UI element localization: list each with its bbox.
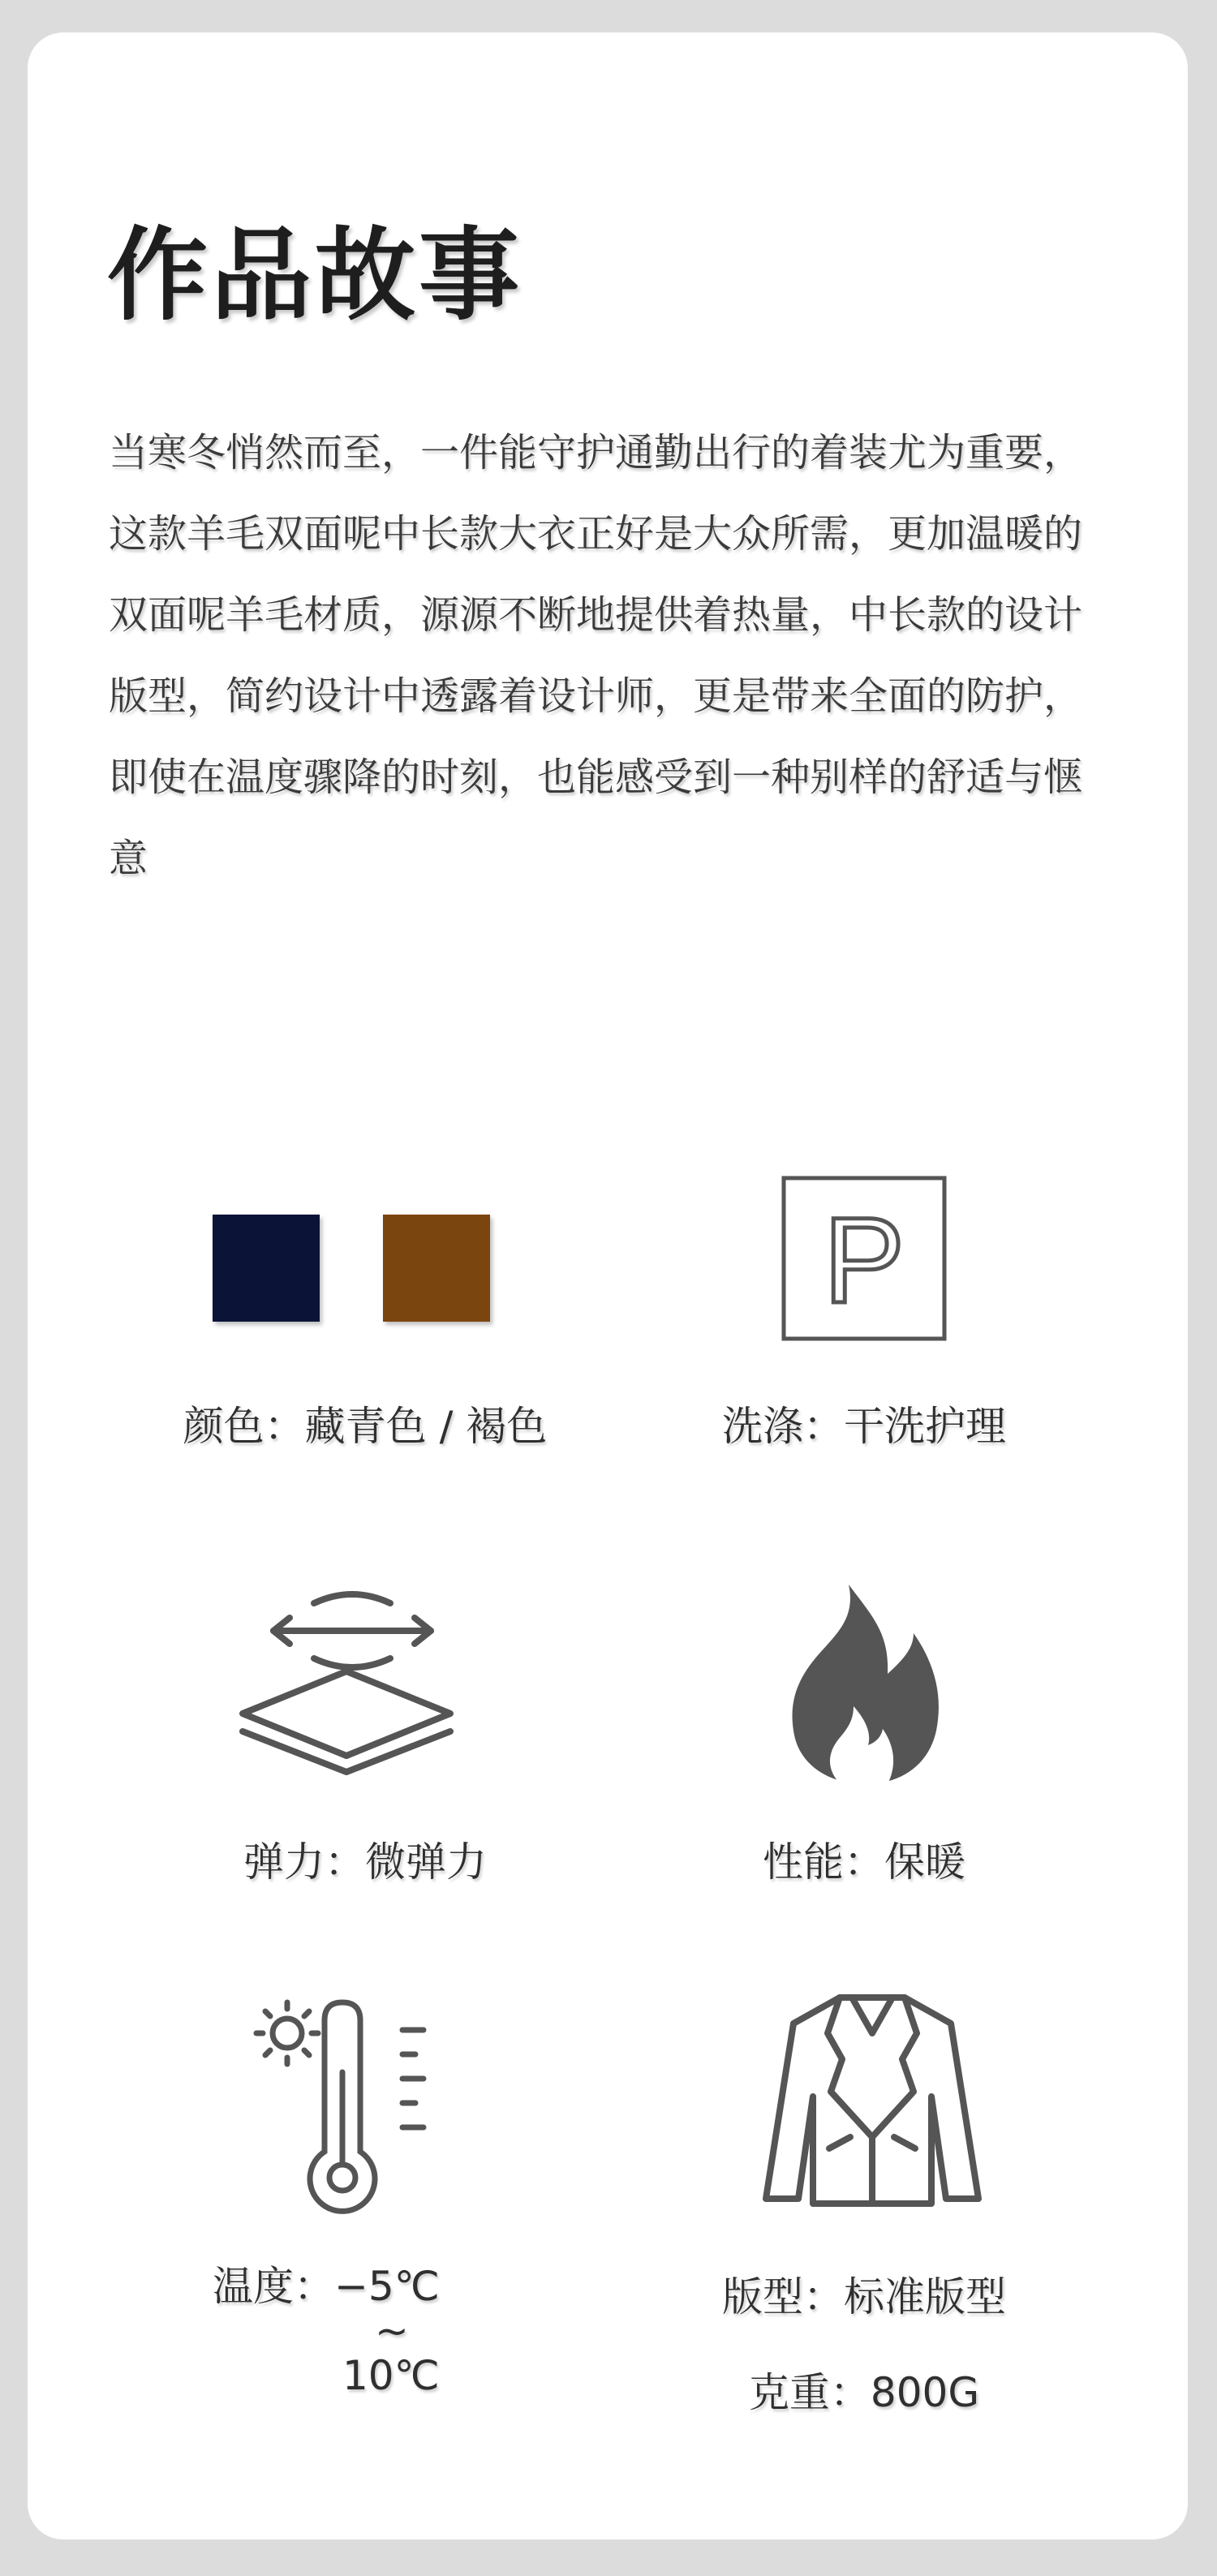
color-label: 颜色：藏青色 / 褐色	[183, 1403, 548, 1450]
thermometer-icon	[252, 1998, 438, 2213]
elasticity-label: 弹力：微弹力	[243, 1838, 487, 1886]
flame-icon	[792, 1585, 940, 1784]
story-paragraph: 当寒冬悄然而至，一件能守护通勤出行的着装尤为重要，这款羊毛双面呢中长款大衣正好是大众所需，更加温暖的双面呢羊毛材质，源源不断地提供着热量，中长款的设计版型，简约设计中透露着设计师，更是带来全面的防护，即使在温度骤降的时刻，也能感受到一种别样的舒适与惬意	[109, 430, 1083, 881]
weight-label: 克重：800G	[748, 2369, 980, 2416]
page-title: 作品故事	[107, 217, 523, 334]
product-story-card	[28, 32, 1188, 2539]
wash-label: 洗涤：干洗护理	[722, 1403, 1006, 1450]
temperature-label	[213, 2262, 448, 2400]
temperature-label-line2: ~	[375, 2307, 409, 2355]
swatch-navy	[213, 1215, 320, 1322]
swatch-brown	[383, 1215, 490, 1322]
performance-label: 性能：保暖	[763, 1838, 965, 1886]
elastic-fabric-icon	[247, 1592, 458, 1770]
dry-clean-symbol: P	[823, 1192, 905, 1328]
fit-label: 版型：标准版型	[722, 2273, 1006, 2320]
dry-clean-p-icon	[781, 1176, 947, 1341]
jacket-icon	[763, 1994, 982, 2207]
temperature-label-line3: 10℃	[342, 2352, 440, 2399]
temperature-label-line1: 温度：−5℃	[213, 2263, 440, 2310]
